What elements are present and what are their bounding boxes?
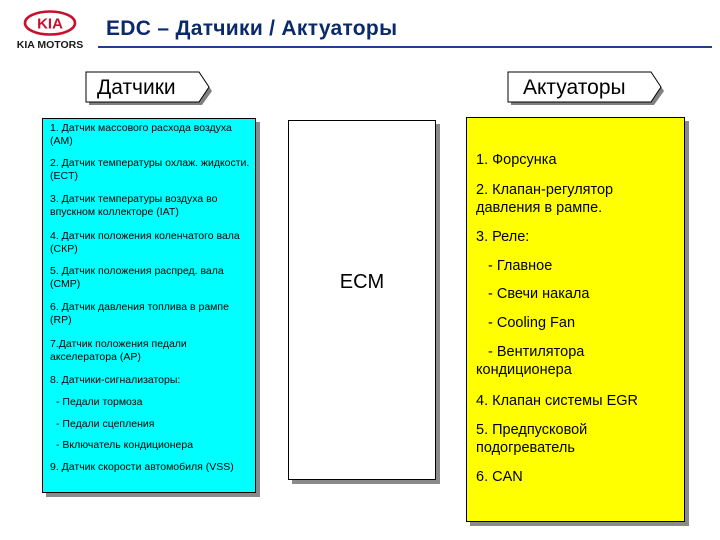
actuator-item: 4. Клапан системы EGR <box>476 393 639 409</box>
title-divider <box>98 46 712 48</box>
actuator-subitem: - Главное <box>488 258 553 274</box>
sensor-item: 2. Датчик температуры охлаж. жидкости. (ECT) <box>50 157 250 182</box>
sensors-tag <box>85 70 215 106</box>
sensor-item: 3. Датчик температуры воздуха во впускном коллекторе (IAT) <box>50 193 218 218</box>
actuator-item: 6. CAN <box>476 469 523 485</box>
actuator-subitem: - Cooling Fan <box>488 315 576 331</box>
kia-logo <box>10 8 90 53</box>
ecm-label: ECM <box>339 271 385 293</box>
sensor-item: 1. Датчик массового расхода воздуха (AM) <box>50 122 232 147</box>
actuator-item: 3. Реле: <box>476 229 530 245</box>
logo-brand-text: KIA MOTORS <box>16 39 84 51</box>
sensor-subitem: - Педали тормоза <box>56 396 143 408</box>
ecm-panel <box>288 120 436 480</box>
sensor-item: 5. Датчик положения распред. вала (СМР) <box>50 265 224 290</box>
actuator-item: 5. Предпусковой подогреватель <box>476 422 588 456</box>
actuator-subitem: - Свечи накала <box>488 286 590 302</box>
sensor-item: 6. Датчик давления топлива в рампе (RP) <box>50 301 229 326</box>
sensors-panel <box>42 118 256 493</box>
kia-emblem-icon <box>10 8 90 53</box>
actuators-tag <box>507 70 667 106</box>
sensor-subitem: - Включатель кондиционера <box>56 439 194 451</box>
sensor-item: 9. Датчик скорости автомобиля (VSS) <box>50 461 234 473</box>
actuator-subitem: - Вентилятора кондиционера <box>476 344 585 378</box>
actuators-tag-label: Актуаторы <box>523 76 626 99</box>
logo-mark-text: KIA <box>37 15 63 33</box>
page-title: EDC – Датчики / Актуаторы <box>106 17 398 40</box>
actuators-panel <box>466 117 685 522</box>
sensor-subitem: - Педали сцепления <box>56 418 155 430</box>
sensor-item: 4. Датчик положения коленчатого вала (СКР) <box>50 230 240 255</box>
sensor-item: 7.Датчик положения педали акселератора (АР) <box>50 338 187 363</box>
sensors-tag-label: Датчики <box>97 76 176 99</box>
actuator-item: 1. Форсунка <box>476 152 557 168</box>
sensor-item: 8. Датчики-сигнализаторы: <box>50 374 181 386</box>
actuator-item: 2. Клапан-регулятор давления в рампе. <box>476 182 614 216</box>
